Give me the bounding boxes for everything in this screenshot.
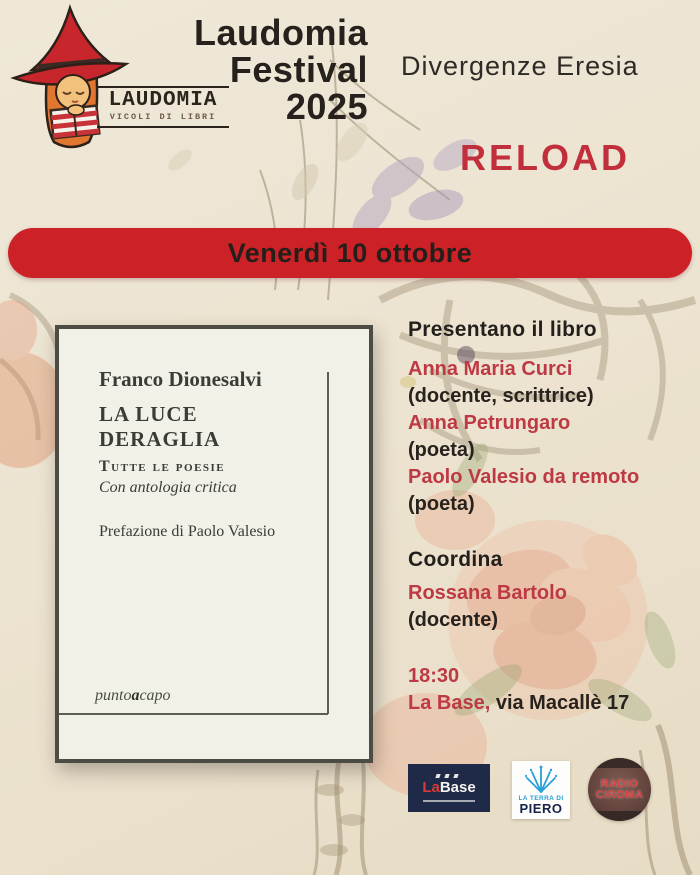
festival-edition: RELOAD — [460, 137, 630, 178]
presenter-name: Anna Maria Curci — [408, 358, 573, 380]
terra-di-piero-logo — [512, 761, 570, 819]
venue-address: via Macallè 17 — [490, 692, 630, 714]
coordinator-name: Rossana Bartolo — [408, 582, 567, 604]
terra-di-piero-line1: LA TERRA DI — [518, 795, 564, 802]
presenter-name: Paolo Valesio da remoto — [408, 466, 640, 488]
coordinator-heading: Coordina — [408, 548, 503, 571]
book-preface: Prefazione di Paolo Valesio — [99, 523, 276, 540]
coordinator-role: (docente) — [408, 609, 498, 631]
book-cover-horizontal-rule — [59, 713, 328, 715]
publisher-part3: capo — [139, 687, 171, 704]
date-banner-text: Venerdì 10 ottobre — [227, 237, 473, 268]
festival-title-line3: 2025 — [285, 86, 368, 127]
presenter-role: (poeta) — [408, 439, 475, 461]
book-publisher — [95, 687, 171, 705]
event-time: 18:30 — [408, 665, 460, 687]
festival-title-line1: Laudomia — [193, 12, 368, 53]
radio-ciroma-top-band — [588, 758, 651, 768]
wordmark-text: LAUDOMIA — [108, 89, 218, 112]
festival-subtitle: Divergenze Eresia — [401, 51, 639, 81]
presenter-role: (poeta) — [408, 493, 475, 515]
book-subtitle2: Con antologia critica — [99, 479, 237, 496]
presenter-name: Anna Petrungaro — [408, 412, 571, 434]
date-banner — [8, 228, 692, 278]
festival-title — [140, 14, 368, 125]
book-cover-text — [99, 367, 314, 541]
book-cover-vertical-rule — [327, 372, 329, 714]
presenters-heading: Presentano il libro — [408, 318, 597, 341]
coordinator-section — [408, 548, 688, 634]
la-base-logo-text — [422, 780, 475, 795]
la-base-roof-marks-icon — [436, 774, 462, 778]
radio-ciroma-line2: CIROMA — [595, 788, 644, 801]
venue-name: La Base, — [408, 692, 491, 714]
publisher-part2: a — [131, 687, 140, 704]
presenters-section — [408, 318, 688, 518]
radio-ciroma-logo — [588, 758, 651, 821]
book-title: LA LUCE DERAGLIA — [99, 402, 221, 451]
event-venue — [408, 690, 688, 717]
book-cover — [55, 325, 373, 763]
la-base-logo — [408, 764, 490, 812]
la-base-name: Base — [439, 779, 476, 796]
laudomia-witch-logo — [10, 4, 132, 152]
la-base-prefix: La — [422, 779, 440, 796]
time-venue-section — [408, 663, 688, 717]
presenter-role: (docente, scrittrice) — [408, 385, 594, 407]
book-subtitle: Tutte le poesie — [99, 458, 226, 475]
festival-title-line2: Festival — [229, 49, 368, 90]
radio-ciroma-bottom-band — [588, 811, 651, 821]
radio-ciroma-line1: RADIO — [600, 777, 639, 790]
publisher-part1: punto — [95, 687, 132, 704]
terra-di-piero-splash-icon — [524, 764, 558, 794]
wordmark-tagline: VICOLI DI LIBRI — [109, 112, 217, 122]
la-base-tagline-line — [423, 800, 475, 802]
book-author: Franco Dionesalvi — [99, 367, 262, 391]
terra-di-piero-line2: PIERO — [519, 801, 563, 816]
